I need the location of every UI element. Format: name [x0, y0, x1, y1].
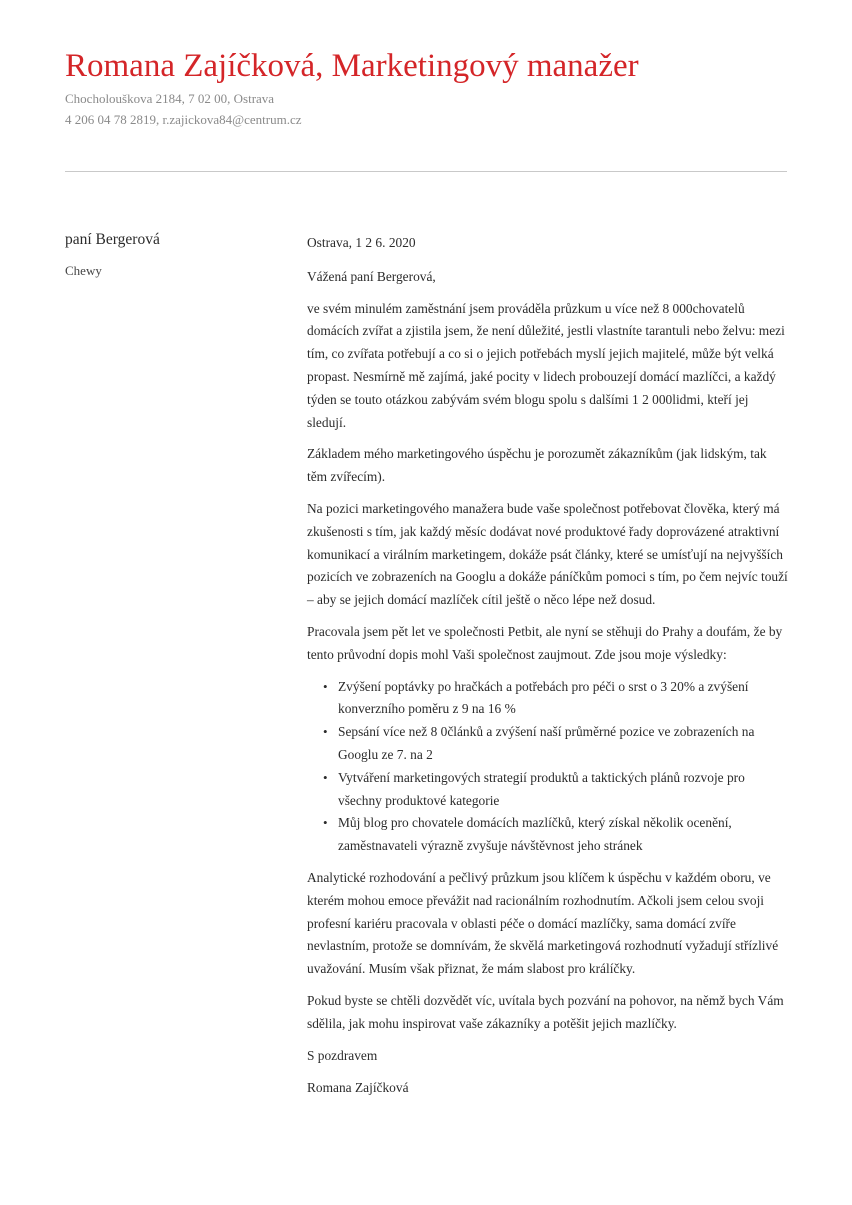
name-title: Romana Zajíčková, Marketingový manažer [65, 48, 639, 84]
bullet: • [323, 678, 328, 694]
paragraph-success: Základem mého marketingového úspěchu je porozumět zákazníkům (jak lidským, tak těm zvířecím). [307, 446, 767, 485]
letter-date: Ostrava, 1 2 6. 2020 [307, 235, 416, 250]
bullet: • [323, 724, 328, 740]
bullet: • [323, 769, 328, 785]
results-list [307, 676, 789, 858]
recipient-company: Chewy [65, 263, 102, 278]
bullet: • [323, 815, 328, 831]
result-text: Vytváření marketingových strategií produktů a taktických plánů rozvoje pro všechny produktové kategorie [338, 769, 745, 808]
result-text: Můj blog pro chovatele domácích mazlíčků, který získal několik ocenění, zaměstnavateli výrazně zvyšuje návštěvnost jeho stránek [338, 815, 732, 854]
closing: S pozdravem [307, 1047, 378, 1063]
paragraph-experience: Pracovala jsem pět let ve společnosti Petbit, ale nyní se stěhuji do Prahy a doufám, že by tento průvodní dopis mohl Vaši společnost zaujmout. Zde jsou moje výsledky: [307, 623, 783, 662]
phone-email: 4 206 04 78 2819, r.zajickova84@centrum.cz [65, 112, 302, 127]
result-text: Zvýšení poptávky po hračkách a potřebách pro péči o srst o 3 20% a zvýšení konverzního poměru z 9 na 16 % [338, 678, 749, 717]
signature-name: Romana Zajíčková [307, 1080, 409, 1096]
list-item [323, 721, 789, 767]
paragraph-intro: ve svém minulém zaměstnání jsem prováděla průzkum u více než 8 000chovatelů domácích zvířat a zjistila jsem, že není důležité, jestli vlastníte tarantuli nebo želvu: mezi tím, co zvířata potřebují a co si o jejich potřebách myslí jejich majitelé, může být velká propast. Nesmírně mě zajímá, jaké pocity v lidech probouzejí domácí mazlíčci, a každý týden se touto otázkou zabývám svém blogu spolu s dalšími 1 2 000lidmi, kteří jej sledují. [307, 300, 785, 430]
header-divider [65, 171, 787, 172]
recipient-block [65, 229, 285, 281]
address: Chocholouškova 2184, 7 02 00, Ostrava [65, 91, 275, 106]
list-item [323, 676, 789, 722]
salutation: Vážená paní Bergerová, [307, 268, 436, 284]
list-item [323, 767, 789, 813]
letter-body [307, 232, 789, 1109]
recipient-name: paní Bergerová [65, 231, 160, 248]
letter-header [65, 44, 787, 130]
paragraph-position: Na pozici marketingového manažera bude vaše společnost potřebovat člověka, který má zkušenosti s tím, jak každý měsíc dodávat nové produktové řady doprovázené atraktivní komunikací a virálním marketingem, dokáže psát články, které se umísťují na nejvyšších pozicích ve zobrazeních na Googlu a dokáže páníčkům pomoci s tím, po čem nejvíc touží – aby se jejich domácí mazlíček cítil ještě o něco lépe než dosud. [307, 500, 788, 608]
list-item [323, 812, 789, 858]
result-text: Sepsání více než 8 0článků a zvýšení naší průměrné pozice ve zobrazeních na Googlu ze 7. na 2 [338, 724, 755, 762]
paragraph-contact-request: Pokud byste se chtěli dozvědět víc, uvítala bych pozvání na pohovor, na němž bych Vám sdělila, jak mohu inspirovat vaše zákazníky a potěšit jejich mazlíčky. [307, 992, 784, 1031]
paragraph-analytics: Analytické rozhodování a pečlivý průzkum jsou klíčem k úspěchu v každém oboru, ve kterém mohou emoce převážit nad racionálním rozhodnutím. Ačkoli jsem celou svoji profesní kariéru pracovala v oblasti péče o domácí mazlíčky, sama domácí zvíře nevlastním, protože se domnívám, že skvělá marketingová rozhodnutí vyžadují střízlivé uvažování. Musím však přiznat, že mám slabost pro králíčky. [307, 869, 779, 977]
